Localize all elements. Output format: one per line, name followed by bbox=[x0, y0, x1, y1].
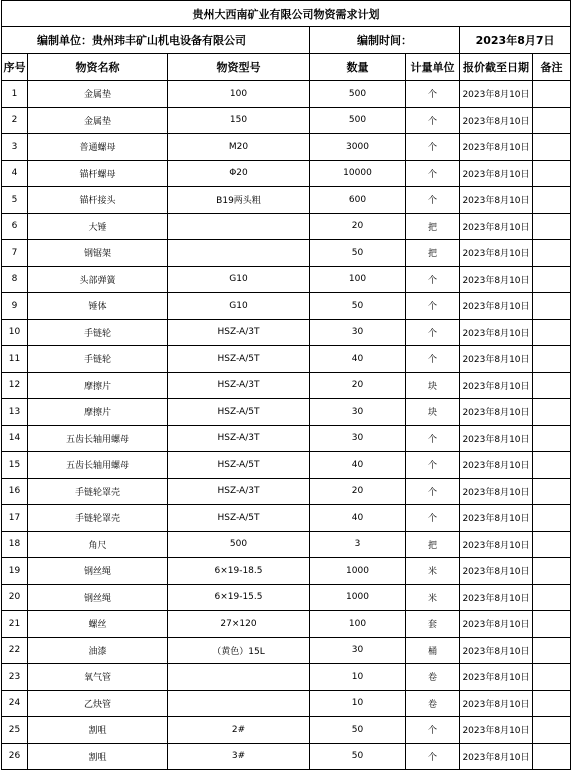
cell-deadline: 2023年8月10日 bbox=[460, 160, 533, 187]
cell-seq: 7 bbox=[2, 240, 28, 267]
header-name: 物资名称 bbox=[28, 54, 168, 81]
compile-unit-value: 贵州玮丰矿山机电设备有限公司 bbox=[92, 34, 246, 47]
cell-model: HSZ-A/3T bbox=[168, 478, 310, 505]
cell-unit: 个 bbox=[406, 478, 460, 505]
cell-name: 割咀 bbox=[28, 743, 168, 770]
cell-note bbox=[533, 637, 571, 664]
cell-name: 普通螺母 bbox=[28, 134, 168, 161]
cell-unit: 个 bbox=[406, 107, 460, 134]
cell-unit: 个 bbox=[406, 160, 460, 187]
cell-model: 27×120 bbox=[168, 611, 310, 638]
cell-note bbox=[533, 558, 571, 585]
cell-deadline: 2023年8月10日 bbox=[460, 637, 533, 664]
cell-seq: 21 bbox=[2, 611, 28, 638]
cell-unit: 米 bbox=[406, 584, 460, 611]
cell-deadline: 2023年8月10日 bbox=[460, 425, 533, 452]
cell-seq: 1 bbox=[2, 81, 28, 108]
cell-deadline: 2023年8月10日 bbox=[460, 531, 533, 558]
cell-model: B19两头粗 bbox=[168, 187, 310, 214]
cell-model bbox=[168, 213, 310, 240]
info-row bbox=[2, 27, 571, 54]
cell-name: 油漆 bbox=[28, 637, 168, 664]
table-row bbox=[2, 107, 571, 134]
cell-name: 乙炔管 bbox=[28, 690, 168, 717]
table-row bbox=[2, 611, 571, 638]
demand-plan-table bbox=[1, 0, 571, 770]
cell-note bbox=[533, 664, 571, 691]
cell-unit: 个 bbox=[406, 319, 460, 346]
cell-model: HSZ-A/3T bbox=[168, 425, 310, 452]
cell-name: 锚杆螺母 bbox=[28, 160, 168, 187]
table-row bbox=[2, 81, 571, 108]
cell-unit: 块 bbox=[406, 399, 460, 426]
cell-seq: 5 bbox=[2, 187, 28, 214]
cell-note bbox=[533, 372, 571, 399]
cell-deadline: 2023年8月10日 bbox=[460, 293, 533, 320]
cell-note bbox=[533, 717, 571, 744]
table-row bbox=[2, 531, 571, 558]
table-row bbox=[2, 240, 571, 267]
title-row bbox=[2, 1, 571, 27]
cell-seq: 15 bbox=[2, 452, 28, 479]
cell-seq: 10 bbox=[2, 319, 28, 346]
table-row bbox=[2, 266, 571, 293]
cell-qty: 50 bbox=[310, 240, 406, 267]
header-row bbox=[2, 54, 571, 81]
cell-seq: 23 bbox=[2, 664, 28, 691]
compile-unit bbox=[2, 27, 310, 54]
cell-qty: 10 bbox=[310, 664, 406, 691]
cell-qty: 500 bbox=[310, 81, 406, 108]
cell-model: HSZ-A/3T bbox=[168, 319, 310, 346]
table-row bbox=[2, 664, 571, 691]
cell-unit: 桶 bbox=[406, 637, 460, 664]
table-row bbox=[2, 505, 571, 532]
cell-qty: 10 bbox=[310, 690, 406, 717]
cell-note bbox=[533, 611, 571, 638]
table-row bbox=[2, 319, 571, 346]
cell-deadline: 2023年8月10日 bbox=[460, 187, 533, 214]
table-row bbox=[2, 372, 571, 399]
cell-deadline: 2023年8月10日 bbox=[460, 319, 533, 346]
table-row bbox=[2, 690, 571, 717]
cell-model: HSZ-A/5T bbox=[168, 399, 310, 426]
cell-unit: 个 bbox=[406, 505, 460, 532]
table-row bbox=[2, 346, 571, 373]
cell-unit: 把 bbox=[406, 240, 460, 267]
cell-name: 钢丝绳 bbox=[28, 558, 168, 585]
cell-note bbox=[533, 346, 571, 373]
cell-name: 钢锯架 bbox=[28, 240, 168, 267]
cell-qty: 40 bbox=[310, 505, 406, 532]
table-row bbox=[2, 637, 571, 664]
cell-qty: 40 bbox=[310, 452, 406, 479]
cell-name: 钢丝绳 bbox=[28, 584, 168, 611]
cell-seq: 14 bbox=[2, 425, 28, 452]
cell-note bbox=[533, 107, 571, 134]
cell-model: 500 bbox=[168, 531, 310, 558]
cell-seq: 13 bbox=[2, 399, 28, 426]
cell-qty: 600 bbox=[310, 187, 406, 214]
cell-deadline: 2023年8月10日 bbox=[460, 240, 533, 267]
cell-note bbox=[533, 690, 571, 717]
cell-seq: 18 bbox=[2, 531, 28, 558]
table-row bbox=[2, 425, 571, 452]
cell-note bbox=[533, 531, 571, 558]
cell-qty: 30 bbox=[310, 425, 406, 452]
table-row bbox=[2, 478, 571, 505]
cell-seq: 24 bbox=[2, 690, 28, 717]
table-row bbox=[2, 160, 571, 187]
table-row bbox=[2, 584, 571, 611]
cell-unit: 个 bbox=[406, 81, 460, 108]
cell-qty: 20 bbox=[310, 372, 406, 399]
cell-note bbox=[533, 425, 571, 452]
cell-note bbox=[533, 399, 571, 426]
table-row bbox=[2, 293, 571, 320]
cell-name: 手链轮罩壳 bbox=[28, 478, 168, 505]
cell-model: 100 bbox=[168, 81, 310, 108]
cell-deadline: 2023年8月10日 bbox=[460, 107, 533, 134]
cell-model: 2# bbox=[168, 717, 310, 744]
cell-unit: 个 bbox=[406, 187, 460, 214]
cell-qty: 100 bbox=[310, 266, 406, 293]
cell-model: 150 bbox=[168, 107, 310, 134]
cell-model: G10 bbox=[168, 293, 310, 320]
cell-seq: 25 bbox=[2, 717, 28, 744]
cell-qty: 500 bbox=[310, 107, 406, 134]
cell-unit: 个 bbox=[406, 743, 460, 770]
compile-unit-label: 编制单位： bbox=[37, 34, 92, 47]
cell-note bbox=[533, 743, 571, 770]
cell-deadline: 2023年8月10日 bbox=[460, 664, 533, 691]
cell-seq: 12 bbox=[2, 372, 28, 399]
cell-unit: 个 bbox=[406, 134, 460, 161]
cell-name: 金属垫 bbox=[28, 81, 168, 108]
cell-deadline: 2023年8月10日 bbox=[460, 505, 533, 532]
cell-unit: 把 bbox=[406, 531, 460, 558]
cell-qty: 40 bbox=[310, 346, 406, 373]
cell-unit: 把 bbox=[406, 213, 460, 240]
cell-model: Φ20 bbox=[168, 160, 310, 187]
cell-qty: 3 bbox=[310, 531, 406, 558]
cell-model: M20 bbox=[168, 134, 310, 161]
cell-model: HSZ-A/5T bbox=[168, 452, 310, 479]
header-note: 备注 bbox=[533, 54, 571, 81]
cell-qty: 10000 bbox=[310, 160, 406, 187]
cell-note bbox=[533, 134, 571, 161]
compile-time-value: 2023年8月7日 bbox=[460, 27, 571, 54]
table-row bbox=[2, 717, 571, 744]
cell-model: G10 bbox=[168, 266, 310, 293]
cell-qty: 20 bbox=[310, 478, 406, 505]
cell-note bbox=[533, 478, 571, 505]
cell-name: 割咀 bbox=[28, 717, 168, 744]
cell-unit: 卷 bbox=[406, 690, 460, 717]
cell-seq: 19 bbox=[2, 558, 28, 585]
cell-name: 手链轮罩壳 bbox=[28, 505, 168, 532]
table-row bbox=[2, 399, 571, 426]
cell-seq: 8 bbox=[2, 266, 28, 293]
cell-deadline: 2023年8月10日 bbox=[460, 399, 533, 426]
cell-name: 锤体 bbox=[28, 293, 168, 320]
cell-note bbox=[533, 81, 571, 108]
document-title: 贵州大西南矿业有限公司物资需求计划 bbox=[2, 1, 571, 27]
cell-name: 五齿长轴用螺母 bbox=[28, 452, 168, 479]
cell-deadline: 2023年8月10日 bbox=[460, 134, 533, 161]
cell-deadline: 2023年8月10日 bbox=[460, 346, 533, 373]
cell-model: HSZ-A/5T bbox=[168, 505, 310, 532]
cell-name: 手链轮 bbox=[28, 319, 168, 346]
cell-deadline: 2023年8月10日 bbox=[460, 372, 533, 399]
cell-note bbox=[533, 187, 571, 214]
cell-unit: 米 bbox=[406, 558, 460, 585]
cell-unit: 个 bbox=[406, 346, 460, 373]
cell-note bbox=[533, 266, 571, 293]
table-row bbox=[2, 187, 571, 214]
cell-unit: 块 bbox=[406, 372, 460, 399]
cell-model bbox=[168, 664, 310, 691]
cell-model bbox=[168, 690, 310, 717]
cell-note bbox=[533, 505, 571, 532]
table-row bbox=[2, 743, 571, 770]
cell-note bbox=[533, 452, 571, 479]
cell-note bbox=[533, 240, 571, 267]
cell-deadline: 2023年8月10日 bbox=[460, 743, 533, 770]
header-seq: 序号 bbox=[2, 54, 28, 81]
table-row bbox=[2, 134, 571, 161]
cell-model: （黄色）15L bbox=[168, 637, 310, 664]
cell-unit: 个 bbox=[406, 452, 460, 479]
cell-qty: 20 bbox=[310, 213, 406, 240]
cell-note bbox=[533, 213, 571, 240]
cell-seq: 16 bbox=[2, 478, 28, 505]
cell-name: 金属垫 bbox=[28, 107, 168, 134]
cell-model: HSZ-A/3T bbox=[168, 372, 310, 399]
cell-seq: 22 bbox=[2, 637, 28, 664]
cell-seq: 3 bbox=[2, 134, 28, 161]
cell-unit: 个 bbox=[406, 425, 460, 452]
header-deadline: 报价截至日期 bbox=[460, 54, 533, 81]
cell-qty: 50 bbox=[310, 743, 406, 770]
cell-model: 6×19-18.5 bbox=[168, 558, 310, 585]
cell-deadline: 2023年8月10日 bbox=[460, 690, 533, 717]
cell-unit: 个 bbox=[406, 293, 460, 320]
cell-deadline: 2023年8月10日 bbox=[460, 266, 533, 293]
table-row bbox=[2, 558, 571, 585]
cell-note bbox=[533, 160, 571, 187]
cell-qty: 1000 bbox=[310, 558, 406, 585]
cell-seq: 17 bbox=[2, 505, 28, 532]
cell-name: 角尺 bbox=[28, 531, 168, 558]
cell-name: 大锤 bbox=[28, 213, 168, 240]
cell-note bbox=[533, 584, 571, 611]
cell-qty: 50 bbox=[310, 717, 406, 744]
cell-model: 6×19-15.5 bbox=[168, 584, 310, 611]
cell-deadline: 2023年8月10日 bbox=[460, 452, 533, 479]
cell-model: 3# bbox=[168, 743, 310, 770]
cell-qty: 3000 bbox=[310, 134, 406, 161]
cell-note bbox=[533, 293, 571, 320]
cell-name: 氧气管 bbox=[28, 664, 168, 691]
cell-qty: 30 bbox=[310, 319, 406, 346]
cell-qty: 1000 bbox=[310, 584, 406, 611]
cell-deadline: 2023年8月10日 bbox=[460, 717, 533, 744]
cell-unit: 个 bbox=[406, 266, 460, 293]
cell-deadline: 2023年8月10日 bbox=[460, 478, 533, 505]
cell-deadline: 2023年8月10日 bbox=[460, 81, 533, 108]
cell-seq: 26 bbox=[2, 743, 28, 770]
cell-name: 摩擦片 bbox=[28, 372, 168, 399]
compile-time-label: 编制时间： bbox=[310, 27, 460, 54]
cell-seq: 4 bbox=[2, 160, 28, 187]
header-model: 物资型号 bbox=[168, 54, 310, 81]
cell-unit: 个 bbox=[406, 717, 460, 744]
header-unit: 计量单位 bbox=[406, 54, 460, 81]
cell-unit: 卷 bbox=[406, 664, 460, 691]
cell-seq: 2 bbox=[2, 107, 28, 134]
table-row bbox=[2, 452, 571, 479]
cell-qty: 50 bbox=[310, 293, 406, 320]
cell-name: 头部弹簧 bbox=[28, 266, 168, 293]
cell-deadline: 2023年8月10日 bbox=[460, 558, 533, 585]
cell-deadline: 2023年8月10日 bbox=[460, 611, 533, 638]
cell-qty: 30 bbox=[310, 399, 406, 426]
cell-seq: 11 bbox=[2, 346, 28, 373]
cell-deadline: 2023年8月10日 bbox=[460, 213, 533, 240]
cell-note bbox=[533, 319, 571, 346]
cell-seq: 20 bbox=[2, 584, 28, 611]
cell-seq: 6 bbox=[2, 213, 28, 240]
cell-name: 摩擦片 bbox=[28, 399, 168, 426]
cell-name: 五齿长轴用螺母 bbox=[28, 425, 168, 452]
cell-seq: 9 bbox=[2, 293, 28, 320]
cell-qty: 100 bbox=[310, 611, 406, 638]
cell-qty: 30 bbox=[310, 637, 406, 664]
header-qty: 数量 bbox=[310, 54, 406, 81]
cell-name: 螺丝 bbox=[28, 611, 168, 638]
cell-unit: 套 bbox=[406, 611, 460, 638]
cell-name: 锚杆接头 bbox=[28, 187, 168, 214]
table-row bbox=[2, 213, 571, 240]
cell-model bbox=[168, 240, 310, 267]
cell-name: 手链轮 bbox=[28, 346, 168, 373]
cell-deadline: 2023年8月10日 bbox=[460, 584, 533, 611]
cell-model: HSZ-A/5T bbox=[168, 346, 310, 373]
